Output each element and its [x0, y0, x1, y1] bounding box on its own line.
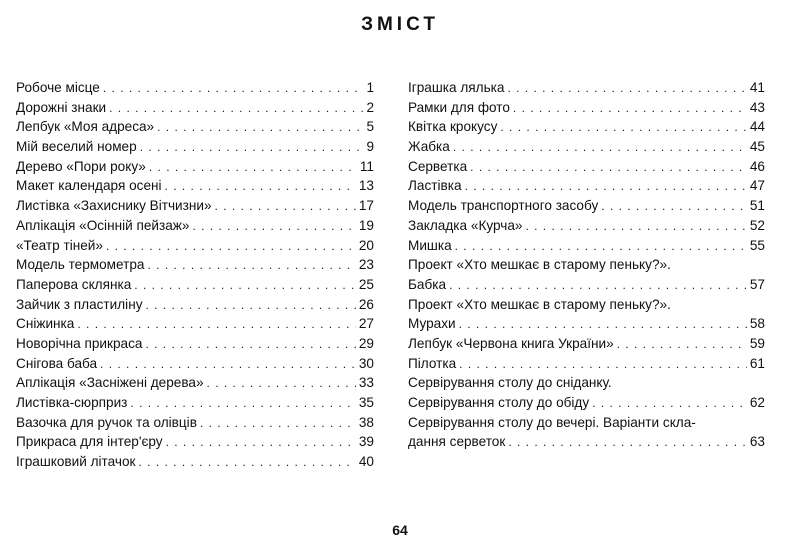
toc-entry [16, 295, 374, 315]
dot-leader [106, 237, 356, 257]
dot-leader [455, 237, 747, 257]
toc-entry [16, 176, 374, 196]
toc-entry-title: Дорожні знаки [16, 99, 107, 115]
toc-entry [16, 373, 374, 393]
dot-leader [449, 276, 747, 296]
toc-entry [408, 314, 765, 334]
toc-entry-title: Мій веселий номер [16, 139, 137, 155]
toc-entry-page: 44 [749, 119, 765, 135]
toc-entry-page: 25 [358, 276, 374, 292]
toc-entry-page: 55 [749, 237, 765, 253]
toc-entry-line1: Проект «Хто мешкає в старому пеньку?». [408, 296, 671, 312]
dot-leader [166, 433, 356, 453]
dot-leader [140, 138, 364, 158]
contents-right-column [408, 78, 765, 452]
toc-entry [408, 236, 765, 256]
toc-entry [16, 236, 374, 256]
toc-entry-title: Аплікація «Осінній пейзаж» [16, 217, 190, 233]
dot-leader [459, 355, 747, 375]
dot-leader [508, 433, 747, 453]
dot-leader [109, 99, 363, 119]
toc-entry-page: 59 [749, 335, 765, 351]
toc-entry-page: 11 [359, 158, 374, 174]
toc-entry-page: 43 [749, 99, 765, 115]
toc-entry [16, 413, 374, 433]
dot-leader [453, 138, 747, 158]
toc-entry-page: 41 [749, 80, 765, 95]
toc-entry-title: Листівка «Захиснику Вітчизни» [16, 198, 212, 214]
toc-entry-page: 29 [358, 335, 374, 351]
toc-entry-page: 20 [358, 237, 374, 253]
toc-entry-title: Зайчик з пластиліну [16, 296, 143, 312]
toc-entry-title: Лепбук «Моя адреса» [16, 119, 155, 135]
toc-entry-page: 40 [358, 454, 374, 470]
dot-leader [146, 296, 356, 316]
dot-leader [77, 315, 356, 335]
dot-leader [507, 79, 746, 99]
toc-entry-title: Робоче місце [16, 80, 100, 95]
toc-entry-page: 62 [749, 395, 765, 410]
toc-entry-page: 9 [366, 139, 374, 155]
toc-entry-page: 38 [358, 414, 374, 430]
toc-entry-page: 47 [749, 178, 765, 194]
toc-entry-page: 58 [749, 316, 765, 332]
dot-leader [147, 256, 355, 276]
toc-entry-title: Макет календаря осені [16, 178, 162, 194]
toc-entry-title: Модель транспортного засобу [408, 198, 599, 214]
toc-entry [408, 176, 765, 196]
toc-entry-page: 2 [366, 99, 374, 115]
toc-entry-title: Мишка [408, 237, 452, 253]
toc-entry-line1: Проект «Хто мешкає в старому пеньку?». [408, 257, 671, 273]
toc-entry [408, 275, 765, 295]
toc-entry [408, 334, 765, 354]
dot-leader [459, 315, 747, 335]
toc-entry-title: Листівка-сюрприз [16, 395, 128, 410]
toc-entry-title: Іграшка лялька [408, 80, 505, 95]
dot-leader [145, 335, 355, 355]
dot-leader [165, 177, 356, 197]
dot-leader [500, 118, 746, 138]
toc-entry-page: 17 [358, 198, 374, 214]
toc-entry [408, 354, 765, 374]
toc-entry [408, 78, 765, 98]
toc-entry [408, 117, 765, 137]
toc-entry-title: Прикраса для інтер'єру [16, 434, 163, 450]
toc-entry-title: Серветка [408, 158, 468, 174]
toc-entry [16, 117, 374, 137]
dot-leader [149, 158, 357, 178]
toc-entry-page: 46 [749, 158, 765, 174]
page-number: 64 [392, 522, 408, 538]
toc-entry [16, 393, 374, 413]
toc-entry-page: 1 [366, 80, 374, 95]
toc-entry-page: 27 [358, 316, 374, 332]
toc-entry-title: Лепбук «Червона книга України» [408, 335, 614, 351]
toc-entry-page: 30 [358, 355, 374, 371]
toc-entry [408, 98, 765, 118]
toc-entry-title: Дерево «Пори року» [16, 158, 146, 174]
dot-leader [215, 197, 356, 217]
toc-entry [408, 432, 765, 452]
toc-entry-title: Жабка [408, 139, 450, 155]
toc-entry-title: Аплікація «Засніжені дерева» [16, 375, 204, 391]
toc-entry [16, 314, 374, 334]
toc-entry [16, 275, 374, 295]
toc-entry [16, 354, 374, 374]
toc-entry-title: Ластівка [408, 178, 462, 194]
toc-entry [408, 157, 765, 177]
toc-entry-page: 19 [358, 217, 374, 233]
dot-leader [138, 453, 355, 473]
toc-entry [408, 393, 765, 413]
toc-entry-page: 52 [749, 217, 765, 233]
toc-entry [16, 78, 374, 98]
dot-leader [470, 158, 747, 178]
toc-entry-line1: Сервірування столу до сніданку. [408, 375, 612, 391]
page-title: ЗМІСТ [361, 14, 439, 35]
toc-entry-title: Закладка «Курча» [408, 217, 523, 233]
toc-entry [16, 432, 374, 452]
toc-entry [16, 452, 374, 472]
toc-entry-page: 23 [358, 257, 374, 273]
toc-entry [16, 255, 374, 275]
toc-entry-title: Модель термометра [16, 257, 145, 273]
toc-entry-page: 57 [749, 276, 765, 292]
toc-entry-title: «Театр тіней» [16, 237, 103, 253]
toc-entry-title: Сервірування столу до обіду [408, 395, 590, 410]
toc-entry-page: 39 [358, 434, 374, 450]
toc-entry-title: Мурахи [408, 316, 456, 332]
dot-leader [134, 276, 356, 296]
dot-leader [100, 355, 356, 375]
dot-leader [200, 414, 356, 434]
dot-leader [207, 374, 356, 394]
toc-entry-title: Паперова склянка [16, 276, 132, 292]
toc-entry-page: 45 [749, 139, 765, 155]
toc-entry [16, 157, 374, 177]
toc-entry-page: 13 [358, 178, 374, 194]
toc-entry-page: 33 [358, 375, 374, 391]
dot-leader [130, 394, 355, 414]
toc-entry-title: Бабка [408, 276, 447, 292]
toc-entry [16, 216, 374, 236]
toc-entry-page: 61 [749, 355, 765, 371]
toc-entry [16, 196, 374, 216]
contents-left-column [16, 78, 374, 472]
dot-leader [525, 217, 746, 237]
dot-leader [601, 197, 747, 217]
toc-entry-title: Снігова баба [16, 355, 98, 371]
toc-entry-title: Вазочка для ручок та олівців [16, 414, 197, 430]
dot-leader [513, 99, 747, 119]
toc-entry [16, 334, 374, 354]
toc-entry-title: Рамки для фото [408, 99, 510, 115]
toc-entry-page: 26 [358, 296, 374, 312]
toc-entry [408, 216, 765, 236]
toc-entry-title: Пілотка [408, 355, 457, 371]
toc-entry-page: 35 [358, 395, 374, 410]
dot-leader [192, 217, 355, 237]
toc-entry-title: Іграшковий літачок [16, 454, 136, 470]
dot-leader [465, 177, 747, 197]
toc-entry [408, 196, 765, 216]
toc-entry-page: 51 [749, 198, 765, 214]
dot-leader [592, 394, 747, 414]
dot-leader [157, 118, 363, 138]
dot-leader [617, 335, 747, 355]
toc-entry [408, 137, 765, 157]
dot-leader [103, 79, 364, 99]
toc-entry-page: 5 [366, 119, 374, 135]
toc-entry-title: Сніжинка [16, 316, 75, 332]
toc-entry-title: дання серветок [408, 434, 506, 450]
toc-entry-title: Квітка крокусу [408, 119, 498, 135]
toc-entry [16, 137, 374, 157]
toc-entry-title: Новорічна прикраса [16, 335, 143, 351]
toc-entry-page: 63 [749, 434, 765, 450]
toc-entry [16, 98, 374, 118]
toc-entry-line1: Сервірування столу до вечері. Варіанти скла- [408, 414, 696, 430]
